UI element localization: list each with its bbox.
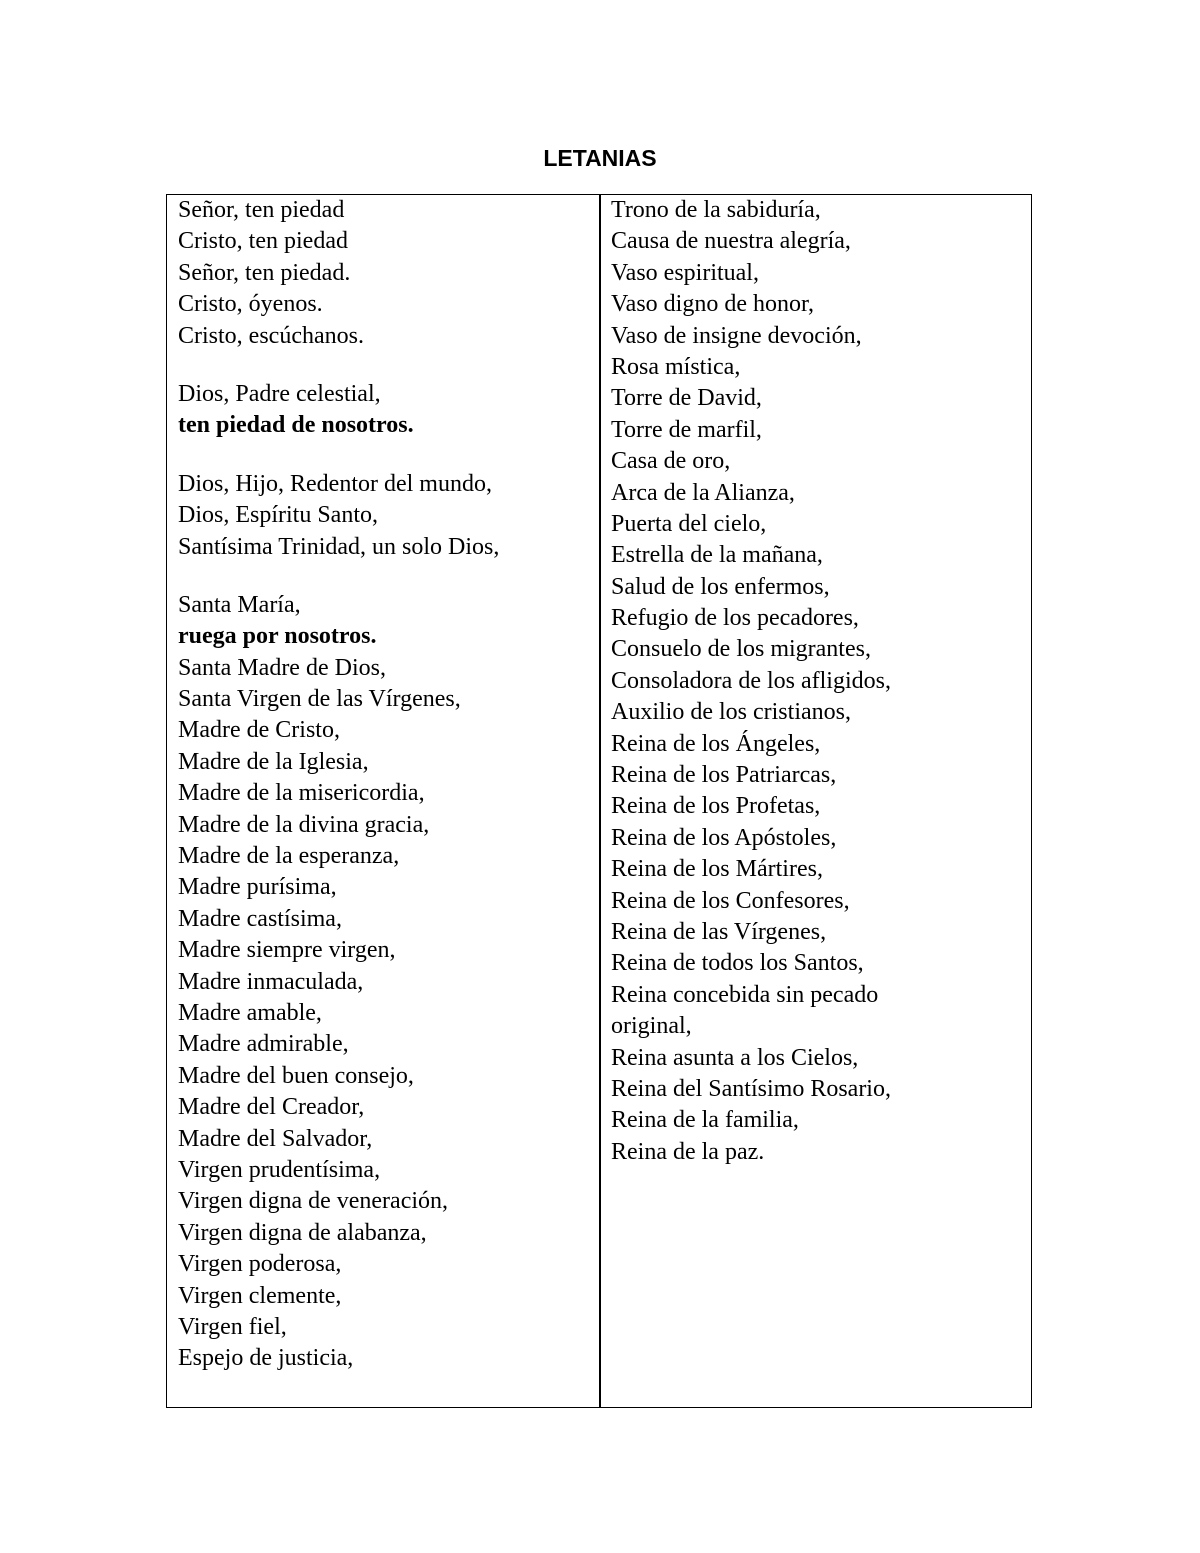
litany-invocation: Reina de los Apóstoles,	[611, 824, 837, 851]
litany-invocation: Madre inmaculada,	[178, 968, 364, 995]
litany-invocation: Espejo de justicia,	[178, 1345, 354, 1372]
litany-invocation: Santa Madre de Dios,	[178, 654, 386, 681]
litany-invocation: Consoladora de los afligidos,	[611, 667, 891, 694]
document-title: LETANIAS	[543, 145, 657, 171]
column-divider	[599, 195, 601, 1407]
litany-invocation: Trono de la sabiduría,	[611, 197, 821, 223]
litany-invocation: original,	[611, 1013, 692, 1040]
litany-invocation: Salud de los enfermos,	[611, 573, 830, 600]
litany-invocation: Madre del buen consejo,	[178, 1062, 414, 1089]
litany-invocation: Santa Virgen de las Vírgenes,	[178, 686, 461, 713]
litany-invocation: Cristo, ten piedad	[178, 228, 348, 255]
litany-invocation: Madre de la divina gracia,	[178, 811, 430, 838]
litany-invocation: Rosa mística,	[611, 353, 741, 380]
litany-invocation: Santa María,	[178, 591, 301, 618]
litany-invocation: Virgen clemente,	[178, 1282, 342, 1309]
litany-invocation: Madre castísima,	[178, 905, 342, 932]
litany-invocation: Consuelo de los migrantes,	[611, 636, 871, 663]
litany-invocation: Vaso digno de honor,	[611, 291, 815, 318]
litany-invocation: Casa de oro,	[611, 448, 731, 475]
litany-invocation: Virgen prudentísima,	[178, 1156, 381, 1183]
litany-invocation: Santísima Trinidad, un solo Dios,	[178, 533, 500, 560]
litany-invocation: Vaso espiritual,	[611, 259, 759, 286]
litany-invocation: Reina de la paz.	[611, 1138, 765, 1165]
litany-invocation: Madre de la esperanza,	[178, 843, 400, 870]
litany-invocation: Reina de los Profetas,	[611, 793, 821, 820]
litany-invocation: Madre admirable,	[178, 1031, 349, 1058]
litany-invocation: Causa de nuestra alegría,	[611, 228, 851, 255]
litany-invocation: Virgen poderosa,	[178, 1251, 342, 1278]
litany-invocation: Reina de la familia,	[611, 1107, 799, 1134]
litany-invocation: Madre amable,	[178, 999, 322, 1026]
litany-invocation: Madre del Salvador,	[178, 1125, 373, 1152]
litany-invocation: Virgen fiel,	[178, 1313, 287, 1340]
litany-invocation: Dios, Padre celestial,	[178, 380, 381, 407]
litany-invocation: Madre de la misericordia,	[178, 780, 425, 807]
litany-invocation: Cristo, escúchanos.	[178, 322, 364, 349]
litany-invocation: Reina concebida sin pecado	[611, 981, 879, 1008]
litany-response: ruega por nosotros.	[178, 623, 377, 650]
litany-response: ten piedad de nosotros.	[178, 412, 414, 439]
litany-invocation: Torre de David,	[611, 385, 762, 412]
litany-invocation: Madre siempre virgen,	[178, 937, 396, 964]
litany-invocation: Señor, ten piedad	[178, 197, 345, 223]
litany-invocation: Reina de los Patriarcas,	[611, 762, 837, 789]
litany-invocation: Dios, Hijo, Redentor del mundo,	[178, 470, 492, 497]
left-column	[178, 195, 588, 1375]
litany-invocation: Virgen digna de alabanza,	[178, 1219, 427, 1246]
litany-invocation: Estrella de la mañana,	[611, 542, 823, 569]
litany-invocation: Auxilio de los cristianos,	[611, 699, 851, 726]
litany-invocation: Arca de la Alianza,	[611, 479, 795, 506]
litany-invocation: Madre purísima,	[178, 874, 337, 901]
litany-invocation: Señor, ten piedad.	[178, 259, 351, 286]
litany-invocation: Cristo, óyenos.	[178, 291, 323, 318]
litany-invocation: Reina de los Confesores,	[611, 887, 850, 914]
litany-invocation: Refugio de los pecadores,	[611, 605, 859, 632]
litany-invocation: Madre de Cristo,	[178, 717, 340, 744]
litany-invocation: Dios, Espíritu Santo,	[178, 502, 379, 529]
litany-invocation: Vaso de insigne devoción,	[611, 322, 862, 349]
litany-invocation: Puerta del cielo,	[611, 510, 767, 537]
litany-invocation: Reina de los Mártires,	[611, 856, 823, 883]
litany-invocation: Virgen digna de veneración,	[178, 1188, 449, 1215]
litany-invocation: Reina asunta a los Cielos,	[611, 1044, 859, 1071]
litany-invocation: Madre de la Iglesia,	[178, 748, 369, 775]
litany-invocation: Reina del Santísimo Rosario,	[611, 1075, 891, 1102]
litany-invocation: Reina de los Ángeles,	[611, 730, 821, 757]
litany-invocation: Reina de las Vírgenes,	[611, 918, 827, 945]
litany-invocation: Torre de marfil,	[611, 416, 762, 443]
litany-invocation: Madre del Creador,	[178, 1094, 365, 1121]
right-column	[611, 195, 1021, 1168]
litany-invocation: Reina de todos los Santos,	[611, 950, 864, 977]
